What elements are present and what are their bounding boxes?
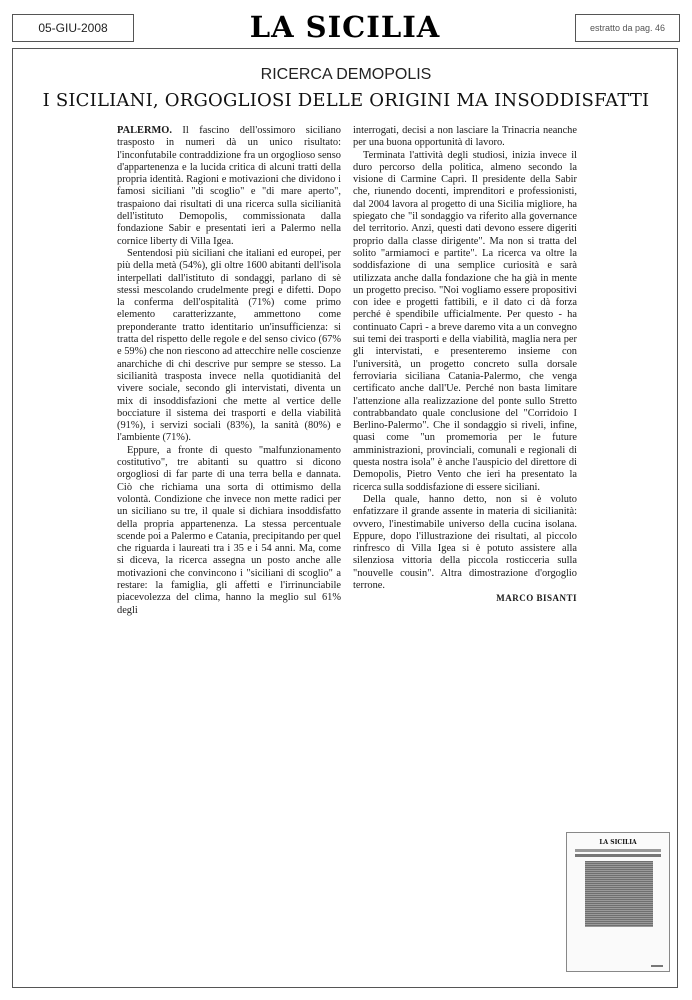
date-box — [12, 14, 134, 42]
dateline: PALERMO. — [117, 125, 172, 136]
page-source: estratto da pag. 46 — [589, 23, 666, 33]
thumbnail-masthead: LA SICILIA — [599, 839, 637, 846]
masthead: LA SICILIA — [249, 10, 441, 44]
article-kicker: RICERCA DEMOPOLIS — [260, 66, 432, 83]
thumbnail-subhead-bar — [575, 854, 661, 857]
article-column-left — [117, 125, 341, 617]
paragraph-text: Il fascino dell'ossimoro siciliano trasposto in numeri dà un unico risultato: l'inconfutabile contraddizione fra un orgoglioso senso d'appartenenza e la lucida critica di alcuni tratti della propria identità. Ragioni e motivazioni che dividono i famosi siciliani "di scoglio" e "di mare aperto", traspaiono dai risultati di una ricerca sulla sicilianità dell'istituto Demopolis, commissionata dalla fondazione Sabir e presentati ieri a Palermo nella cornice liberty di Villa Igea. — [117, 125, 341, 247]
article-paragraph: Eppure, a fronte di questo "malfunzionamento costitutivo", tre abitanti su quattro si dicono orgogliosi di far parte di una terra bella e dannata. Ciò che richiama una sorta di ottimismo della volontà. Condizione che invece non mette radici per un siciliano su tre, il quale si dichiara insoddisfatto della propria appartenenza. La stessa percentuale scende poi a Palermo e Catania, precipitando per quel che riguarda i laureati tra i 35 e i 54 anni. Ma, come si diceva, la ricerca assegna un posto anche alle motivazioni che convincono i "siciliani di scoglio" a restare: la famiglia, gli affetti e l'irrinunciabile piacevolezza del clima, hanno la meglio sul 61% degli — [117, 444, 341, 616]
article-byline: MARCO BISANTI — [496, 593, 577, 604]
article-headline: I SICILIANI, ORGOGLIOSI DELLE ORIGINI MA INSODDISFATTI — [42, 90, 650, 111]
article-paragraph: interrogati, decisi a non lasciare la Trinacria neanche per una buona opportunità di lavoro. — [353, 125, 577, 149]
article-paragraph: Sentendosi più siciliani che italiani ed europei, per più della metà (54%), gli oltre 1600 abitanti dell'isola interpellati dall'istituto di sondaggi, parlano di sè stessi mescolando crudelmente pregi e difetti. Dopo la conferma dell'ospitalità (71%) come primo elemento caratterizzante, ammettono come preponderante tratto identitario un'insufficienza: si tratta del rispetto delle regole e del senso civico (67% e 59%) che non riescono ad attecchire nelle coscienze anarchiche di chi descrive pur sempre se stesso. La sicilianità trasposta invece nella quotidianità del vivere sociale, secondo gli intervistati, diventa un mix di insoddisfazioni che mette al vertice delle bocciature il sistema dei trasporti e della viabilità (91%), i servizi sociali (83%), la sanità (80%) e l'ambiente (71%). — [117, 247, 341, 444]
publication-date: 05-GIU-2008 — [38, 21, 108, 35]
article-paragraph: Terminata l'attività degli studiosi, inizia invece il duro percorso della politica, almeno secondo la visione di Carmine Caprì. Il presidente della Sabir che, riunendo docenti, imprenditori e professionisti, dal 2004 lavora al progetto di una Sicilia migliore, ha spiegato che "il sondaggio va riferito alla governance del territorio. Anzi, questi dati devono essere digeriti proprio dalla classe dirigente". Ma non si tratta del solito "armiamoci e partite". La ricerca va oltre la soddisfazione di una semplice curiosità e sarà utilizzata anche dalla fondazione che ha già in mente un progetto preciso. "Noi vogliamo essere propositivi con idee e progetti fattibili, e il dato ci dà forza perché è spendibile ufficialmente. Per questo - ha continuato Caprì - a breve daremo vita a un convegno sui temi dei trasporti e della viabilità, maglia nera per gli intervistati, e presenteremo insieme con l'università, un progetto concreto sulla dorsale ferroviaria siciliana Catania-Palermo, che venga certificato anche dall'Ue. Perché non basta limitare l'attenzione alla realizzazione del ponte sullo Stretto contrabbandato quale conclusione del "Corridoio I Berlino-Palermo". Che il sondaggio si riveli, infine, quasi come "un promemoria per le future amministrazioni, provinciali, comunali e regionali di questa nostra isola" è anche l'auspicio del direttore di Demopolis, Pietro Vento che ieri ha presentato la ricerca sulla soddisfazione di essere siciliani. — [353, 149, 577, 493]
page-thumbnail — [566, 832, 670, 972]
thumbnail-footer-mark — [651, 965, 663, 967]
thumbnail-article-block — [585, 861, 653, 927]
article-paragraph: Della quale, hanno detto, non si è voluto enfatizzare il grande assente in materia di sicilianità: ovvero, l'inestimabile universo della cucina isolana. Eppure, dopo l'illustrazione dei risultati, al piccolo rinfresco di Villa Igea si è potuto assistere alla silenziosa vittoria della piccola rosticceria sulla "nouvelle cousin". Altra dimostrazione d'orgoglio terrone. — [353, 493, 577, 591]
source-box — [575, 14, 680, 42]
article-paragraph — [117, 125, 341, 248]
thumbnail-headline-bar — [575, 849, 661, 852]
article-column-right — [353, 125, 577, 605]
